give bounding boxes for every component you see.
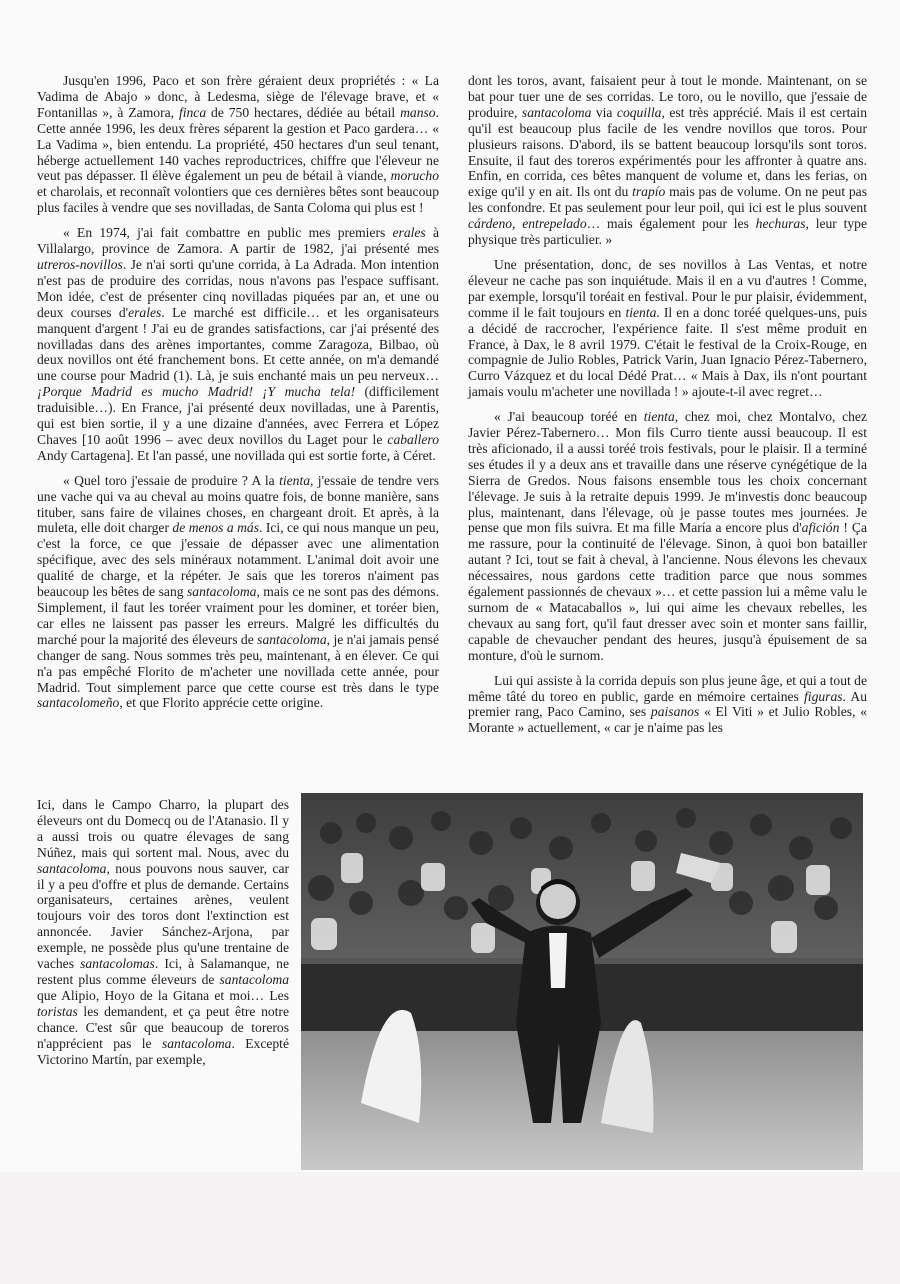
right-column	[468, 73, 867, 745]
bullfight-photo	[301, 793, 863, 1170]
paragraph: Jusqu'en 1996, Paco et son frère géraient deux propriétés : « La Vadima de Abajo » donc, à Ledesma, siège de l'élevage brave, et « Fontanillas », à Zamora, finca de 750 hectares, dédiée au bétail manso. Cette année 1996, les deux frères séparent la gestion et Paco gardera… « La Vadima », bien entendu. La propriété, 450 hectares d'un seul tenant, héberge actuellement 140 vaches reproductrices, chiffre que l'éleveur ne veut pas dépasser. Il élève également un peu de bétail à viande, morucho et charolais, et reconnaît volontiers que ces dernières bêtes sont beaucoup plus faciles à vendre que ses novilladas, de Santa Coloma qui plus est !	[37, 73, 440, 216]
page-bottom-margin	[0, 1172, 900, 1284]
paragraph: Lui qui assiste à la corrida depuis son plus jeune âge, et qui a tout de même tâté du toreo en public, garde en mémoire certaines figuras. Au premier rang, Paco Camino, ses paisanos « El Viti » et Julio Robles, « Morante » actuellement, « car je n'aime pas les	[468, 672, 868, 736]
left-column	[37, 73, 439, 720]
paragraph: « J'ai beaucoup toréé en tienta, chez moi, chez Montalvo, chez Javier Pérez-Tabernero… Mon fils Curro tiente aussi beaucoup. Il est très aficionado, il a aussi toréé trois festivals, pour le plaisir. Il a terminé ses études il y a deux ans et travaille dans une réserve cynégétique de la Sierra de Gredos. Nous faisons ensemble tous les choix concernant l'élevage. Je suis à la retraite depuis 1999. Je m'investis donc beaucoup plus, maintenant, dans l'élevage, où je passe toutes mes journées. Je pense que mon fils suivra. Et ma fille María a encore plus d'afición ! Ça me rassure, pour la continuité de l'élevage. Sinon, à quoi bon batailler autant ? Ici, tout se fait à cheval, à l'ancienne. Nous élevons les chevaux nécessaires, nous gardons cette tradition parce que nous sommes également passionnés de chevaux »… et cette passion lui a même valu le surnom de « Matacaballos », lui qui aime les chevaux rebelles, les chevaux au sang fort, qu'il faut dresser avec soin et monter sans faillir, capable de chevaucher pendant des heures, jusqu'à épuisement de sa monture, d'où le surnom.	[468, 409, 867, 663]
paragraph: « Quel toro j'essaie de produire ? A la tienta, j'essaie de tendre vers une vache qui va au cheval au moins quatre fois, de bonne manière, sans tituber, sans faire de vilaines choses, en chargeant droit. Et après, à la muleta, elle doit charger de menos a más. Ici, ce qui nous manque un peu, c'est la force, ce que j'essaie de dépasser avec une alimentation spécifique, avec des sels minéraux notamment. L'animal doit avoir une qualité de charge, et la répéter. Je sais que les toreros n'aiment pas beaucoup les bêtes de sang santacoloma, mais ce ne sont pas des démons. Simplement, il faut les toréer vraiment pour les dominer, et toréer bien, car elles ne laissent pas passer les erreurs. Malgré les difficultés du marché pour la majorité des éleveurs de santacoloma, je n'ai jamais pensé changer de sang. Nous sommes très peu, maintenant, à en élever. Ce qui n'a pas empêché Florito de m'acheter une novillada cette année, pour Madrid. Tout simplement parce que cette course est très dans le type santacolomeño, et que Florito apprécie cette origine.	[37, 472, 439, 711]
paragraph: dont les toros, avant, faisaient peur à tout le monde. Maintenant, on se bat pour tuer une de ses corridas. Le toro, ou le novillo, que j'essaie de produire, santacoloma via coquilla, est très apprécié. Mais il est certain qu'il est beaucoup plus facile de les vendre novillos que toros. Pour plusieurs raisons. D'abord, ils se battent beaucoup lorsqu'ils sont toros. Ensuite, il faut des toreros expérimentés pour les affronter à quatre ans. Enfin, en corrida, ces bêtes manquent de volume et, dans les ferias, on exige qu'il y en ait. Ils ont du trapío mais pas de volume. On ne peut pas les confondre. Et pas seulement pour leur poil, qui ici est le plus souvent cárdeno, entrepelado… mais également pour les hechuras, leur type physique très particulier. »	[468, 73, 868, 248]
paragraph: Ici, dans le Campo Charro, la plupart des éleveurs ont du Domecq ou de l'Atanasio. Il y a aussi trois ou quatre élevages de sang Núñez, mais qui sortent mal. Nous, avec du santacoloma, nous pouvons nous sauver, car il y a peu d'offre et plus de demande. Certains organisateurs, certaines arènes, veulent toujours voir des toros dont l'extinction est annoncée. Javier Sánchez-Arjona, par exemple, ne possède plus qu'une trentaine de vaches santacolomas. Ici, à Salamanque, ne restent plus comme éleveurs de santacoloma que Alipio, Hoyo de la Gitana et moi… Les toristas les demandent, et ça peut être notre chance. C'est sûr que beaucoup de toreros n'apprécient pas le santacoloma. Excepté Victorino Martín, par exemple,	[37, 797, 289, 1067]
wrap-column	[37, 797, 289, 1076]
paragraph: Une présentation, donc, de ses novillos à Las Ventas, et notre éleveur ne cache pas son inquiétude. Mais il en a vu d'autres ! Comme, par exemple, lorsqu'il toréait en festival. Pour le pur plaisir, évidemment, comme il le fait toujours en tienta. Il en a donc toréé quelques-uns, puis a décidé de raccrocher, l'expérience faite. Il s'est même produit en France, à Dax, le 8 avril 1979. C'était le festival de la Croix-Rouge, en compagnie de Julio Robles, Patrick Varin, Juan Ignacio Pérez-Tabernero, Curro Vázquez et du local Dédé Prat… « Mais à Dax, ils n'ont pourtant jamais voulu m'acheter une novillada ! » ajoute-t-il avec regret…	[468, 256, 867, 400]
paragraph: « En 1974, j'ai fait combattre en public mes premiers erales à Villalargo, province de Zamora. A partir de 1982, j'ai présenté mes utreros-novillos. Je n'ai sorti qu'une corrida, à La Adrada. Mon intention n'est pas de produire des corridas, nous n'avons pas l'espace suffisant. Mon idée, c'est de présenter cinq novilladas piquées par an, et une ou deux courses d'erales. Le marché est difficile… et les organisateurs manquent d'argent ! J'ai eu de grandes satisfactions, car j'ai présenté des novilladas dans des arènes importantes, comme Zaragoza, Bilbao, où deux novillos ont été franchement bons. Et cette année, on m'a demandé une course pour Madrid (1). Là, je suis enchanté mais un peu nerveux… ¡Porque Madrid es mucho Madrid! ¡Y mucha tela! (difficilement traduisible…). En France, j'ai présenté deux novilladas, une à Parentis, qui est bien sortie, il y a une dizaine d'années, avec Ferrera et López Chaves [10 août 1996 – avec deux novillos du Laget pour le caballero Andy Cartagena]. Et l'an passé, une novillada qui est sortie forte, à Céret.	[37, 225, 440, 463]
